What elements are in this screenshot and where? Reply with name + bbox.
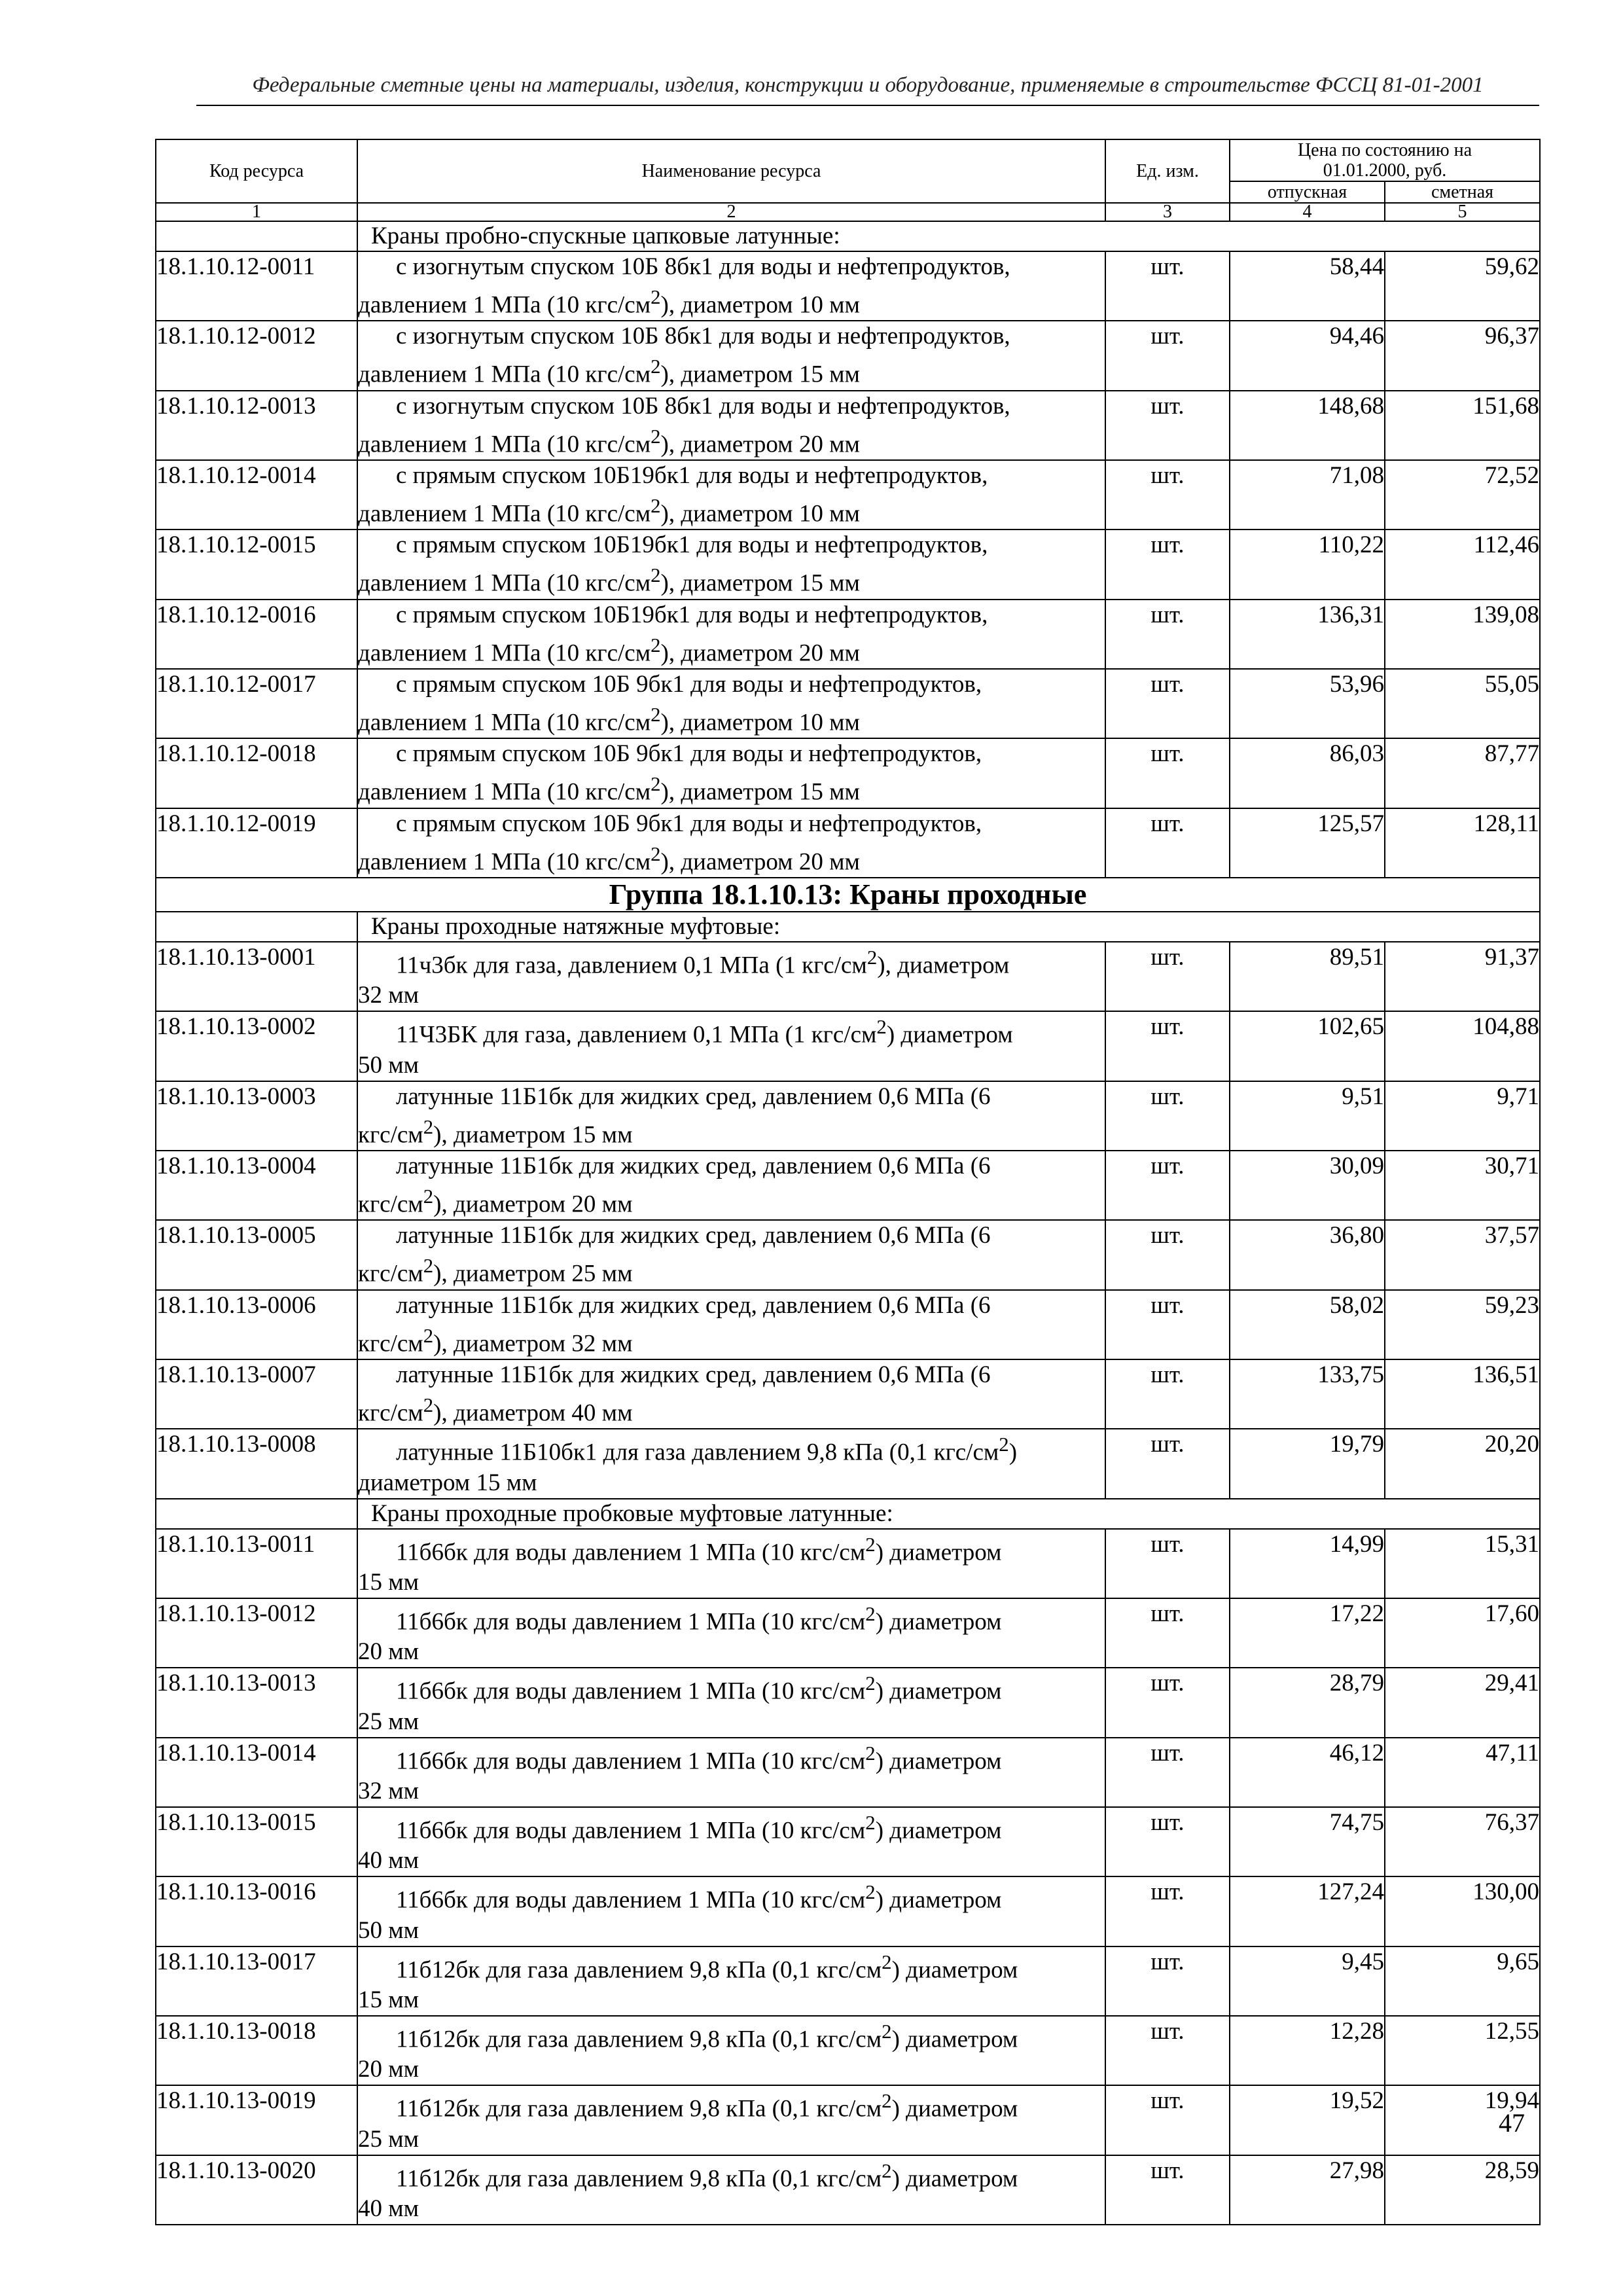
resource-name: 11б12бк для газа давлением 9,8 кПа (0,1 кгс/$см^2$) диаметром 15 мм [357,1946,1105,2016]
price-release-cell: 30,09 [1230,1151,1385,1220]
resource-code: 18.1.10.12-0016 [156,600,357,669]
header-price-estimate: сметная [1385,181,1540,203]
table-row [156,1946,1540,2016]
price-estimate-cell: 59,23 [1385,1290,1540,1359]
price-release-cell: 19,79 [1230,1429,1385,1498]
subgroup-title: Краны проходные натяжные муфтовые: [357,912,1540,942]
unit-cell: шт. [1105,1668,1230,1737]
resource-code: 18.1.10.12-0011 [156,251,357,321]
table-row [156,942,1540,1011]
resource-name: с прямым спуском 10Б 9бк1 для воды и нефтепродуктов, давлением 1 МПа (10 кгс/$см^2$), диаметром 10 мм [357,669,1105,738]
price-release-cell: 148,68 [1230,391,1385,460]
price-release-cell: 133,75 [1230,1359,1385,1429]
resource-code: 18.1.10.13-0002 [156,1011,357,1081]
price-estimate-cell: 55,05 [1385,669,1540,738]
resource-name: латунные 11Б1бк для жидких сред, давлением 0,6 МПа (6 кгс/$см^2$), диаметром 20 мм [357,1151,1105,1220]
price-release-cell: 71,08 [1230,460,1385,529]
header-price-group-line1: Цена по состоянию на [1297,140,1472,160]
column-number: 5 [1385,203,1540,221]
resource-code: 18.1.10.13-0014 [156,1738,357,1807]
column-numbers-row [156,203,1540,221]
resource-name: 11б6бк для воды давлением 1 МПа (10 кгс/$см^2$) диаметром 25 мм [357,1668,1105,1737]
resource-name: с прямым спуском 10Б 9бк1 для воды и нефтепродуктов, давлением 1 МПа (10 кгс/$см^2$), диаметром 15 мм [357,738,1105,808]
resource-code: 18.1.10.12-0014 [156,460,357,529]
header-rule [196,105,1539,106]
unit-cell: шт. [1105,600,1230,669]
header-code: Код ресурса [156,139,357,203]
unit-cell: шт. [1105,1081,1230,1151]
unit-cell: шт. [1105,1011,1230,1081]
subgroup-title: Краны пробно-спускные цапковые латунные: [357,221,1540,251]
resource-code: 18.1.10.13-0020 [156,2155,357,2225]
table-row [156,1668,1540,1737]
resource-code: 18.1.10.12-0012 [156,321,357,390]
price-release-cell: 9,45 [1230,1946,1385,2016]
resource-code: 18.1.10.13-0013 [156,1668,357,1737]
resource-name: с прямым спуском 10Б19бк1 для воды и нефтепродуктов, давлением 1 МПа (10 кгс/$см^2$), диаметром 10 мм [357,460,1105,529]
price-release-cell: 74,75 [1230,1807,1385,1876]
column-number: 1 [156,203,357,221]
price-release-cell: 86,03 [1230,738,1385,808]
header-price-release: отпускная [1230,181,1385,203]
price-release-cell: 102,65 [1230,1011,1385,1081]
table-row [156,600,1540,669]
resource-code: 18.1.10.12-0018 [156,738,357,808]
header-unit: Ед. изм. [1105,139,1230,203]
price-estimate-cell: 29,41 [1385,1668,1540,1737]
unit-cell: шт. [1105,2155,1230,2225]
price-release-cell: 53,96 [1230,669,1385,738]
resource-code: 18.1.10.12-0013 [156,391,357,460]
price-release-cell: 27,98 [1230,2155,1385,2225]
unit-cell: шт. [1105,1946,1230,2016]
resource-code: 18.1.10.13-0004 [156,1151,357,1220]
running-header: Федеральные сметные цены на материалы, изделия, конструкции и оборудование, применяемые в строительстве ФССЦ 81-01-2001 [252,73,1484,97]
resource-code: 18.1.10.13-0012 [156,1598,357,1668]
unit-cell: шт. [1105,251,1230,321]
resource-name: с прямым спуском 10Б 9бк1 для воды и нефтепродуктов, давлением 1 МПа (10 кгс/$см^2$), диаметром 20 мм [357,808,1105,878]
column-number: 4 [1230,203,1385,221]
price-estimate-cell: 72,52 [1385,460,1540,529]
price-estimate-cell: 87,77 [1385,738,1540,808]
table-row [156,2016,1540,2085]
resource-code: 18.1.10.13-0015 [156,1807,357,1876]
resource-code: 18.1.10.13-0006 [156,1290,357,1359]
unit-cell: шт. [1105,529,1230,599]
price-table [155,139,1541,2225]
unit-cell: шт. [1105,1598,1230,1668]
resource-code: 18.1.10.12-0019 [156,808,357,878]
subgroup-row [156,912,1540,942]
price-release-cell: 36,80 [1230,1220,1385,1289]
resource-name: 11б12бк для газа давлением 9,8 кПа (0,1 кгс/$см^2$) диаметром 20 мм [357,2016,1105,2085]
resource-code: 18.1.10.13-0011 [156,1529,357,1598]
table-row [156,1011,1540,1081]
unit-cell: шт. [1105,1529,1230,1598]
price-estimate-cell: 139,08 [1385,600,1540,669]
table-row [156,1081,1540,1151]
price-release-cell: 46,12 [1230,1738,1385,1807]
resource-name: 11б6бк для воды давлением 1 МПа (10 кгс/$см^2$) диаметром 15 мм [357,1529,1105,1598]
table-row [156,808,1540,878]
table-row [156,1529,1540,1598]
table-row [156,529,1540,599]
price-estimate-cell: 59,62 [1385,251,1540,321]
price-estimate-cell: 12,55 [1385,2016,1540,2085]
unit-cell: шт. [1105,2016,1230,2085]
price-estimate-cell: 151,68 [1385,391,1540,460]
unit-cell: шт. [1105,460,1230,529]
price-estimate-cell: 17,60 [1385,1598,1540,1668]
table-row [156,1807,1540,1876]
resource-name: с изогнутым спуском 10Б 8бк1 для воды и нефтепродуктов, давлением 1 МПа (10 кгс/$см^2$), диаметром 15 мм [357,321,1105,390]
subgroup-row [156,1499,1540,1529]
unit-cell: шт. [1105,1359,1230,1429]
header-price-group-line2: 01.01.2000, руб. [1323,160,1447,181]
column-number: 2 [357,203,1105,221]
table-row [156,1151,1540,1220]
resource-code: 18.1.10.12-0017 [156,669,357,738]
resource-code: 18.1.10.13-0017 [156,1946,357,2016]
unit-cell: шт. [1105,942,1230,1011]
price-release-cell: 19,52 [1230,2085,1385,2155]
resource-code: 18.1.10.13-0016 [156,1876,357,1946]
resource-name: 11ч3бк для газа, давлением 0,1 МПа (1 кгс/$см^2$), диаметром 32 мм [357,942,1105,1011]
price-release-cell: 17,22 [1230,1598,1385,1668]
resource-name: 11б6бк для воды давлением 1 МПа (10 кгс/$см^2$) диаметром 20 мм [357,1598,1105,1668]
resource-name: 11б6бк для воды давлением 1 МПа (10 кгс/$см^2$) диаметром 32 мм [357,1738,1105,1807]
resource-name: с изогнутым спуском 10Б 8бк1 для воды и нефтепродуктов, давлением 1 МПа (10 кгс/$см^2$), диаметром 20 мм [357,391,1105,460]
table-row [156,1220,1540,1289]
table-header [156,139,1540,221]
price-estimate-cell: 9,65 [1385,1946,1540,2016]
table-row [156,460,1540,529]
resource-code: 18.1.10.13-0001 [156,942,357,1011]
price-estimate-cell: 9,71 [1385,1081,1540,1151]
price-release-cell: 136,31 [1230,600,1385,669]
table-row [156,321,1540,390]
resource-name: с прямым спуском 10Б19бк1 для воды и нефтепродуктов, давлением 1 МПа (10 кгс/$см^2$), диаметром 15 мм [357,529,1105,599]
price-release-cell: 58,02 [1230,1290,1385,1359]
price-release-cell: 12,28 [1230,2016,1385,2085]
table-row [156,1290,1540,1359]
resource-code: 18.1.10.13-0003 [156,1081,357,1151]
price-release-cell: 14,99 [1230,1529,1385,1598]
price-estimate-cell: 112,46 [1385,529,1540,599]
price-release-cell: 89,51 [1230,942,1385,1011]
unit-cell: шт. [1105,1290,1230,1359]
resource-code: 18.1.10.12-0015 [156,529,357,599]
unit-cell: шт. [1105,669,1230,738]
price-release-cell: 125,57 [1230,808,1385,878]
unit-cell: шт. [1105,321,1230,390]
unit-cell: шт. [1105,1220,1230,1289]
resource-name: латунные 11Б1бк для жидких сред, давлением 0,6 МПа (6 кгс/$см^2$), диаметром 32 мм [357,1290,1105,1359]
price-release-cell: 9,51 [1230,1081,1385,1151]
price-estimate-cell: 28,59 [1385,2155,1540,2225]
price-estimate-cell: 104,88 [1385,1011,1540,1081]
resource-name: латунные 11Б10бк1 для газа давлением 9,8 кПа (0,1 кгс/$см^2$) диаметром 15 мм [357,1429,1105,1498]
price-estimate-cell: 136,51 [1385,1359,1540,1429]
resource-name: 11б12бк для газа давлением 9,8 кПа (0,1 кгс/$см^2$) диаметром 40 мм [357,2155,1105,2225]
header-price-group [1230,139,1540,181]
price-estimate-cell: 19,94 [1385,2085,1540,2155]
table-row [156,1598,1540,1668]
price-release-cell: 58,44 [1230,251,1385,321]
price-estimate-cell: 20,20 [1385,1429,1540,1498]
table-row [156,1429,1540,1498]
unit-cell: шт. [1105,738,1230,808]
unit-cell: шт. [1105,1429,1230,1498]
resource-code: 18.1.10.13-0007 [156,1359,357,1429]
table-body [156,221,1540,2225]
table-row [156,2155,1540,2225]
price-release-cell: 28,79 [1230,1668,1385,1737]
header-name: Наименование ресурса [357,139,1105,203]
subgroup-row [156,221,1540,251]
resource-name: латунные 11Б1бк для жидких сред, давлением 0,6 МПа (6 кгс/$см^2$), диаметром 15 мм [357,1081,1105,1151]
unit-cell: шт. [1105,2085,1230,2155]
resource-code: 18.1.10.13-0018 [156,2016,357,2085]
resource-name: 11б12бк для газа давлением 9,8 кПа (0,1 кгс/$см^2$) диаметром 25 мм [357,2085,1105,2155]
table-row [156,1876,1540,1946]
table-row [156,391,1540,460]
resource-name: с прямым спуском 10Б19бк1 для воды и нефтепродуктов, давлением 1 МПа (10 кгс/$см^2$), диаметром 20 мм [357,600,1105,669]
price-estimate-cell: 37,57 [1385,1220,1540,1289]
table-row [156,251,1540,321]
resource-code: 18.1.10.13-0008 [156,1429,357,1498]
page-number: 47 [1499,2108,1525,2138]
price-release-cell: 94,46 [1230,321,1385,390]
resource-name: латунные 11Б1бк для жидких сред, давлением 0,6 МПа (6 кгс/$см^2$), диаметром 40 мм [357,1359,1105,1429]
resource-name: 11б6бк для воды давлением 1 МПа (10 кгс/$см^2$) диаметром 40 мм [357,1807,1105,1876]
unit-cell: шт. [1105,808,1230,878]
price-estimate-cell: 47,11 [1385,1738,1540,1807]
price-estimate-cell: 15,31 [1385,1529,1540,1598]
price-estimate-cell: 76,37 [1385,1807,1540,1876]
table-row [156,2085,1540,2155]
unit-cell: шт. [1105,1151,1230,1220]
resource-name: 11б6бк для воды давлением 1 МПа (10 кгс/$см^2$) диаметром 50 мм [357,1876,1105,1946]
price-estimate-cell: 130,00 [1385,1876,1540,1946]
resource-name: 11Ч3БК для газа, давлением 0,1 МПа (1 кгс/$см^2$) диаметром 50 мм [357,1011,1105,1081]
unit-cell: шт. [1105,1807,1230,1876]
price-estimate-cell: 91,37 [1385,942,1540,1011]
table-row [156,1359,1540,1429]
subgroup-title: Краны проходные пробковые муфтовые латунные: [357,1499,1540,1529]
resource-code: 18.1.10.13-0005 [156,1220,357,1289]
price-estimate-cell: 128,11 [1385,808,1540,878]
table-row [156,1738,1540,1807]
group-row [156,878,1540,912]
unit-cell: шт. [1105,1876,1230,1946]
unit-cell: шт. [1105,391,1230,460]
unit-cell: шт. [1105,1738,1230,1807]
price-release-cell: 110,22 [1230,529,1385,599]
price-release-cell: 127,24 [1230,1876,1385,1946]
table-row [156,738,1540,808]
resource-name: латунные 11Б1бк для жидких сред, давлением 0,6 МПа (6 кгс/$см^2$), диаметром 25 мм [357,1220,1105,1289]
group-title: Группа 18.1.10.13: Краны проходные [156,878,1540,912]
price-estimate-cell: 96,37 [1385,321,1540,390]
resource-code: 18.1.10.13-0019 [156,2085,357,2155]
table-row [156,669,1540,738]
column-number: 3 [1105,203,1230,221]
resource-name: с изогнутым спуском 10Б 8бк1 для воды и нефтепродуктов, давлением 1 МПа (10 кгс/$см^2$), диаметром 10 мм [357,251,1105,321]
price-estimate-cell: 30,71 [1385,1151,1540,1220]
